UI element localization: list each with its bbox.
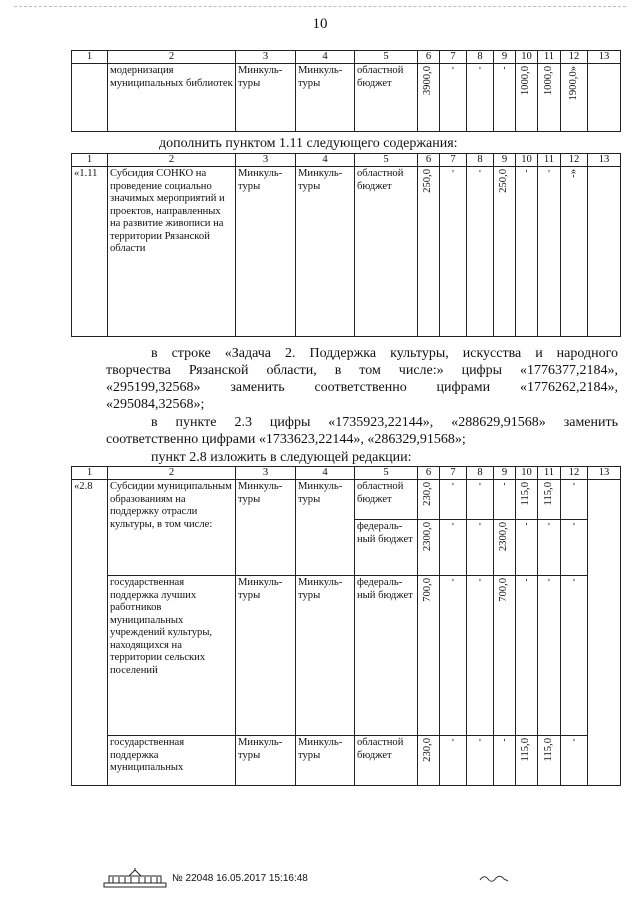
col-header: 4	[296, 51, 355, 64]
value-cell	[561, 480, 588, 520]
value-cell	[440, 167, 467, 337]
row-funding-source: областной бюджет	[355, 64, 418, 132]
value-text: '	[479, 482, 481, 493]
value-text: '	[548, 578, 550, 589]
col-header: 1	[72, 51, 108, 64]
value-text: 1000,0	[520, 66, 532, 96]
col-header: 7	[440, 51, 467, 64]
value-text: '	[503, 66, 506, 77]
value-text: '	[573, 738, 575, 749]
value-text: '	[452, 738, 454, 749]
row-executor: Минкуль-туры	[236, 736, 296, 786]
col-header: 10	[516, 51, 538, 64]
col-header: 12	[561, 467, 588, 480]
value-text: 2300,0	[498, 522, 510, 552]
value-cell	[440, 576, 467, 736]
value-cell	[418, 167, 440, 337]
value-text: '	[452, 169, 454, 180]
value-text: '	[479, 738, 481, 749]
value-text: '	[479, 66, 481, 77]
row-number	[72, 64, 108, 132]
row-name: Субсидия СОНКО на проведение социально значимых мероприятий и проектов, направленных на развитие живописи на территории Рязанской области	[108, 167, 236, 337]
col-header: 4	[296, 154, 355, 167]
instruction-add-1-11: дополнить пунктом 1.11 следующего содержания:	[159, 136, 458, 151]
col-header: 5	[355, 467, 418, 480]
table-row	[72, 736, 621, 786]
value-text: '	[452, 482, 454, 493]
value-cell	[538, 520, 561, 576]
text-line: «295199,32568» заменить соответственно цифрами «1776262,2184»,	[106, 380, 618, 395]
value-cell	[516, 520, 538, 576]
value-cell	[538, 736, 561, 786]
text-line: в пункте 2.3 цифры «1735923,22144», «288629,91568» заменить	[151, 415, 618, 430]
value-text: '	[452, 522, 454, 533]
value-text: 115,0	[542, 482, 554, 506]
value-cell	[561, 167, 588, 337]
col-header: 13	[588, 51, 621, 64]
value-cell	[418, 480, 440, 520]
col-header: 13	[588, 154, 621, 167]
duma-building-logo-icon	[103, 868, 167, 888]
column-number-row	[72, 154, 621, 167]
row-coexecutor: Минкуль-туры	[296, 64, 355, 132]
table-item-1-11	[71, 153, 621, 337]
table-row	[72, 167, 621, 337]
text-line: в строке «Задача 2. Поддержка культуры, искусства и народного	[151, 346, 618, 361]
value-cell	[418, 576, 440, 736]
row-number: «1.11	[72, 167, 108, 337]
value-cell	[440, 64, 467, 132]
value-text: -»	[567, 169, 579, 178]
value-text: '	[573, 482, 575, 493]
value-text: '	[479, 578, 481, 589]
value-text: '	[525, 522, 528, 533]
col-header: 7	[440, 467, 467, 480]
value-cell	[440, 520, 467, 576]
value-text: '	[479, 169, 481, 180]
row-funding-source: областной бюджет	[355, 736, 418, 786]
value-cell	[440, 736, 467, 786]
col-header: 5	[355, 154, 418, 167]
value-cell	[561, 736, 588, 786]
col-header: 13	[588, 467, 621, 480]
value-cell	[494, 736, 516, 786]
value-cell	[494, 480, 516, 520]
col-header: 7	[440, 154, 467, 167]
column-number-row	[72, 51, 621, 64]
col-header: 9	[494, 51, 516, 64]
col-header: 6	[418, 467, 440, 480]
value-cell	[418, 64, 440, 132]
value-text: 230,0	[422, 738, 434, 762]
col-header: 9	[494, 154, 516, 167]
col-header: 11	[538, 154, 561, 167]
col-header: 12	[561, 51, 588, 64]
value-cell	[494, 167, 516, 337]
row-executor: Минкуль-туры	[236, 167, 296, 337]
paragraph-task-2-line2	[106, 362, 618, 379]
handwritten-mark-icon	[478, 870, 510, 884]
row-executor: Минкуль-туры	[236, 480, 296, 576]
row-name: модернизация муниципальных библиотек	[108, 64, 236, 132]
table-library-modernization	[71, 50, 621, 132]
value-cell	[561, 576, 588, 736]
value-cell	[494, 520, 516, 576]
value-text: 115,0	[520, 738, 532, 762]
col-header: 12	[561, 154, 588, 167]
col-header: 4	[296, 467, 355, 480]
value-cell	[538, 64, 561, 132]
value-cell	[467, 480, 494, 520]
value-cell	[516, 736, 538, 786]
value-cell	[538, 167, 561, 337]
value-text: '	[503, 738, 506, 749]
value-cell	[494, 576, 516, 736]
row-coexecutor: Минкуль-туры	[296, 736, 355, 786]
paragraph-task-2-line3	[106, 379, 618, 396]
value-text: '	[573, 522, 575, 533]
value-cell	[440, 480, 467, 520]
row-coexecutor: Минкуль-туры	[296, 576, 355, 736]
value-cell	[561, 520, 588, 576]
table-row	[72, 576, 621, 736]
row-funding-source: областной бюджет	[355, 480, 418, 520]
value-cell	[516, 167, 538, 337]
page-number: 10	[312, 16, 328, 32]
row-coexecutor: Минкуль-туры	[296, 167, 355, 337]
document-registration-number: № 22048 16.05.2017 15:16:48	[172, 872, 308, 884]
row-executor: Минкуль-туры	[236, 576, 296, 736]
value-text: '	[548, 169, 550, 180]
column-number-row	[72, 467, 621, 480]
value-cell	[467, 520, 494, 576]
value-cell	[467, 736, 494, 786]
value-cell	[494, 64, 516, 132]
col-header: 3	[236, 51, 296, 64]
paragraph-task-2-line1	[151, 345, 618, 362]
col-header: 8	[467, 51, 494, 64]
value-text: '	[525, 169, 528, 180]
value-cell	[516, 64, 538, 132]
row-name: государственная поддержка лучших работников муниципальных учреждений культуры, находящихся на территории сельских поселений	[108, 576, 236, 736]
value-cell	[538, 576, 561, 736]
value-cell	[467, 64, 494, 132]
row-funding-source: областной бюджет	[355, 167, 418, 337]
value-text: 3900,0	[422, 66, 434, 96]
value-cell	[467, 576, 494, 736]
col-header: 6	[418, 51, 440, 64]
row-name: Субсидии муниципальным образованиям на поддержку отрасли культуры, в том числе:	[108, 480, 236, 576]
col-header: 10	[516, 154, 538, 167]
value-text: 230,0	[422, 482, 434, 506]
value-cell	[588, 64, 621, 132]
paragraph-item-2-3-line1	[151, 414, 618, 431]
table-item-2-8	[71, 466, 621, 786]
col-header: 8	[467, 154, 494, 167]
value-text: '	[452, 66, 454, 77]
document-footer	[103, 868, 308, 888]
col-header: 2	[108, 467, 236, 480]
value-cell	[418, 520, 440, 576]
col-header: 11	[538, 51, 561, 64]
paragraph-item-2-3-line2: соответственно цифрами «1733623,22144», «286329,91568»;	[106, 432, 466, 447]
value-text: '	[452, 578, 454, 589]
row-executor: Минкуль-туры	[236, 64, 296, 132]
value-text: 1900,0»	[567, 66, 579, 101]
table-row	[72, 64, 621, 132]
value-text: 250,0	[498, 169, 510, 193]
table-row	[72, 480, 621, 520]
value-text: 250,0	[422, 169, 434, 193]
value-text: 115,0	[542, 738, 554, 762]
col-header: 8	[467, 467, 494, 480]
scan-top-border	[14, 6, 626, 7]
value-cell	[516, 576, 538, 736]
value-text: 1000,0	[542, 66, 554, 96]
col-header: 3	[236, 467, 296, 480]
col-header: 2	[108, 154, 236, 167]
value-text: '	[548, 522, 550, 533]
value-cell	[588, 167, 621, 337]
value-text: '	[573, 578, 575, 589]
value-text: 700,0	[422, 578, 434, 602]
value-cell	[538, 480, 561, 520]
col-header: 11	[538, 467, 561, 480]
value-cell	[467, 167, 494, 337]
row-funding-source: федераль-ный бюджет	[355, 520, 418, 576]
row-number: «2.8	[72, 480, 108, 786]
col-header: 5	[355, 51, 418, 64]
instruction-item-2-8: пункт 2.8 изложить в следующей редакции:	[151, 450, 412, 465]
value-cell	[516, 480, 538, 520]
value-text: 115,0	[520, 482, 532, 506]
row-name: государственная поддержка муниципальных	[108, 736, 236, 786]
value-text: '	[525, 578, 528, 589]
col-header: 1	[72, 154, 108, 167]
value-cell	[588, 480, 621, 786]
paragraph-task-2-line4: «295084,32568»;	[106, 397, 205, 412]
value-cell	[418, 736, 440, 786]
col-header: 1	[72, 467, 108, 480]
col-header: 3	[236, 154, 296, 167]
value-text: 2300,0	[422, 522, 434, 552]
value-text: '	[479, 522, 481, 533]
row-funding-source: федераль-ный бюджет	[355, 576, 418, 736]
value-text: '	[503, 482, 506, 493]
col-header: 10	[516, 467, 538, 480]
value-text: 700,0	[498, 578, 510, 602]
col-header: 6	[418, 154, 440, 167]
col-header: 2	[108, 51, 236, 64]
text-line: творчества Рязанской области, в том числе:» цифры «1776377,2184»,	[106, 363, 618, 378]
col-header: 9	[494, 467, 516, 480]
value-cell	[561, 64, 588, 132]
row-coexecutor: Минкуль-туры	[296, 480, 355, 576]
